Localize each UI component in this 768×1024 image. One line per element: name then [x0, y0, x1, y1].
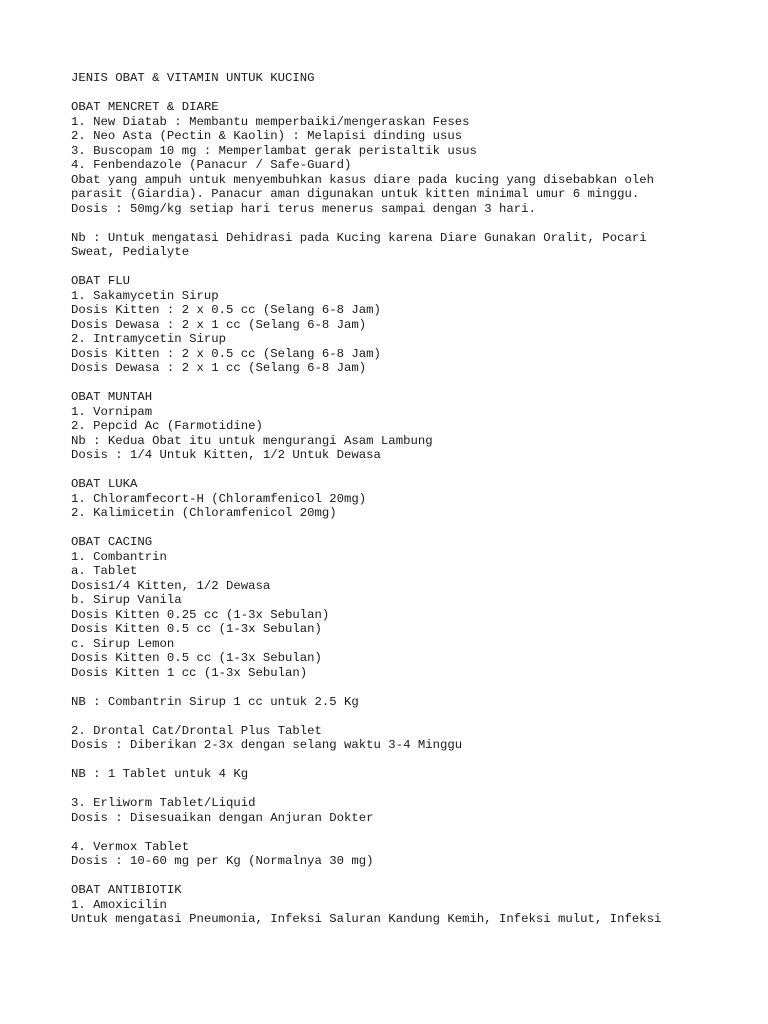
text-line: Dosis Kitten 0.5 cc (1-3x Sebulan) — [71, 651, 322, 665]
text-line: OBAT ANTIBIOTIK — [71, 883, 182, 897]
text-line: 1. Chloramfecort-H (Chloramfenicol 20mg) — [71, 491, 367, 506]
text-line: OBAT MENCRET & DIARE — [71, 100, 219, 114]
text-line: Dosis Kitten 0.25 cc (1-3x Sebulan) — [71, 607, 330, 622]
text-line: OBAT LUKA — [71, 477, 138, 491]
text-line: OBAT MUNTAH — [71, 390, 153, 404]
blank-line — [71, 86, 751, 101]
text-line: 1. Sakamycetin Sirup — [71, 288, 219, 303]
text-line: NB : 1 Tablet untuk 4 Kg — [71, 767, 249, 781]
text-line: Dosis Kitten 1 cc (1-3x Sebulan) — [71, 665, 308, 680]
text-line: 4. Fenbendazole (Panacur / Safe-Guard) — [71, 158, 352, 172]
blank-line — [71, 376, 751, 391]
text-line: 1. New Diatab : Membantu memperbaiki/mengeraskan Feses — [71, 114, 470, 129]
text-line: Dosis1/4 Kitten, 1/2 Dewasa — [71, 578, 271, 593]
blank-line — [71, 782, 751, 797]
text-line: 2. Neo Asta (Pectin & Kaolin) : Melapisi dinding usus — [71, 129, 463, 143]
document-body — [71, 71, 751, 927]
text-line: 2. Pepcid Ac (Farmotidine) — [71, 419, 263, 433]
text-line: a. Tablet — [71, 564, 138, 578]
text-line: Nb : Kedua Obat itu untuk mengurangi Asam Lambung — [71, 433, 433, 448]
text-line: JENIS OBAT & VITAMIN UNTUK KUCING — [71, 71, 315, 85]
blank-line — [71, 260, 751, 275]
text-line: Dosis Kitten : 2 x 0.5 cc (Selang 6-8 Jam) — [71, 346, 381, 361]
blank-line — [71, 521, 751, 536]
text-line: Nb : Untuk mengatasi Dehidrasi pada Kucing karena Diare Gunakan Oralit, Pocari — [71, 230, 647, 245]
text-line: Dosis : 10-60 mg per Kg (Normalnya 30 mg) — [71, 854, 374, 868]
text-line: 2. Intramycetin Sirup — [71, 332, 226, 346]
blank-line — [71, 680, 751, 695]
text-line: Dosis : 50mg/kg setiap hari terus menerus sampai dengan 3 hari. — [71, 201, 536, 216]
blank-line — [71, 869, 751, 884]
text-line: Sweat, Pedialyte — [71, 245, 190, 259]
text-line: c. Sirup Lemon — [71, 636, 175, 651]
blank-line — [71, 825, 751, 840]
text-line: parasit (Giardia). Panacur aman digunakan untuk kitten minimal umur 6 minggu. — [71, 187, 640, 201]
text-line: Dosis Dewasa : 2 x 1 cc (Selang 6-8 Jam) — [71, 317, 367, 332]
text-line: Dosis Kitten : 2 x 0.5 cc (Selang 6-8 Jam) — [71, 303, 381, 317]
blank-line — [71, 463, 751, 478]
text-line: Dosis Dewasa : 2 x 1 cc (Selang 6-8 Jam) — [71, 361, 367, 375]
blank-line — [71, 753, 751, 768]
text-line: b. Sirup Vanila — [71, 593, 182, 607]
blank-line — [71, 216, 751, 231]
text-line: 1. Vornipam — [71, 404, 153, 419]
text-line: Dosis : 1/4 Untuk Kitten, 1/2 Untuk Dewasa — [71, 448, 381, 462]
text-line: 1. Combantrin — [71, 549, 167, 564]
text-line: Dosis : Diberikan 2-3x dengan selang waktu 3-4 Minggu — [71, 738, 463, 752]
text-line: 2. Drontal Cat/Drontal Plus Tablet — [71, 723, 322, 738]
text-line: 1. Amoxicilin — [71, 897, 167, 912]
text-line: Obat yang ampuh untuk menyembuhkan kasus diare pada kucing yang disebabkan oleh — [71, 172, 654, 187]
text-line: 4. Vermox Tablet — [71, 839, 190, 854]
text-line: Dosis : Disesuaikan dengan Anjuran Dokter — [71, 810, 374, 825]
text-line: OBAT CACING — [71, 535, 153, 549]
blank-line — [71, 709, 751, 724]
text-line: OBAT FLU — [71, 274, 131, 288]
text-line: Dosis Kitten 0.5 cc (1-3x Sebulan) — [71, 622, 322, 636]
text-line: 3. Erliworm Tablet/Liquid — [71, 796, 256, 810]
text-line: 2. Kalimicetin (Chloramfenicol 20mg) — [71, 506, 337, 520]
text-line: 3. Buscopam 10 mg : Memperlambat gerak peristaltik usus — [71, 143, 477, 158]
text-line: Untuk mengatasi Pneumonia, Infeksi Saluran Kandung Kemih, Infeksi mulut, Infeksi — [71, 912, 662, 926]
text-line: NB : Combantrin Sirup 1 cc untuk 2.5 Kg — [71, 694, 359, 709]
